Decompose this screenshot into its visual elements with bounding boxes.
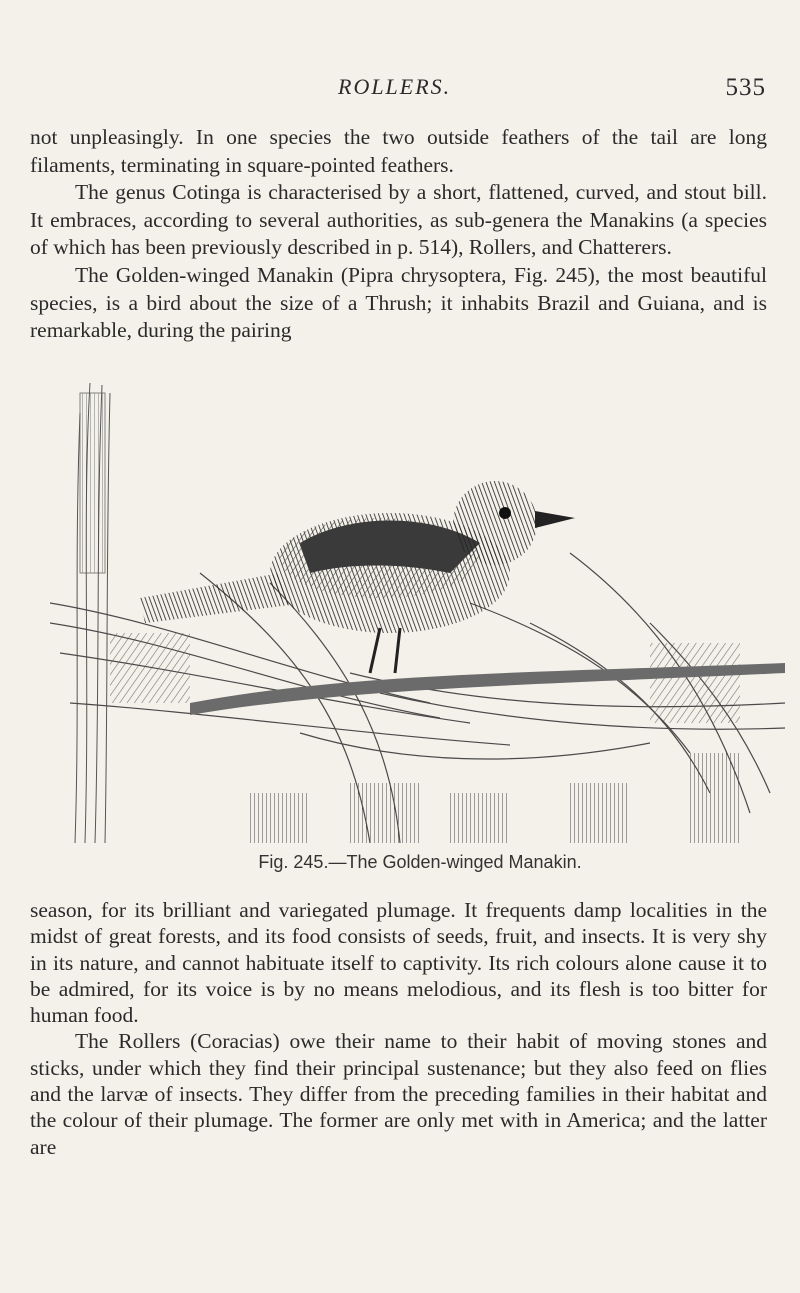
figure-caption-text: Fig. 245.—The Golden-winged Manakin.: [258, 852, 582, 872]
paragraph: The Rollers (Coracias) owe their name to their habit of moving stones and sticks, under which they find their principal sustenance; but they also feed on flies and the larvæ of insects. They differ from the preceding families in their habitat and the colour of their plumage. The former are only met with in America; and the latter are: [30, 1029, 767, 1159]
paragraph: The genus Cotinga is characterised by a short, flattened, curved, and stout bill. It embraces, according to several authorities, as sub-genera the Manakins (a species of which has been previously described in p. 514), Rollers, and Chatterers.: [30, 180, 767, 260]
paragraph: not unpleasingly. In one species the two outside feathers of the tail are long filaments, terminating in square-pointed feathers.: [30, 125, 767, 177]
figure-caption: [0, 852, 800, 873]
engraving-golden-winged-manakin: [50, 373, 785, 843]
reeds-left: [75, 383, 110, 843]
running-head: ROLLERS.: [338, 74, 452, 99]
paragraph: season, for its brilliant and variegated plumage. It frequents damp localities in the midst of great forests, and its food consists of seeds, fruit, and insects. It is very shy in its nature, and cannot habituate itself to captivity. Its rich colours alone cause it to be admired, for its voice is by no means melodious, and its flesh is too bitter for human food.: [30, 898, 767, 1028]
body-text-bottom: [30, 897, 767, 1160]
body-text-top: [30, 124, 767, 345]
page-header: [0, 74, 800, 114]
paragraph: The Golden-winged Manakin (Pipra chrysoptera, Fig. 245), the most beautiful species, is a bird about the size of a Thrush; it inhabits Brazil and Guiana, and is remarkable, during the pairing: [30, 262, 767, 343]
page-number: 535: [725, 74, 766, 101]
